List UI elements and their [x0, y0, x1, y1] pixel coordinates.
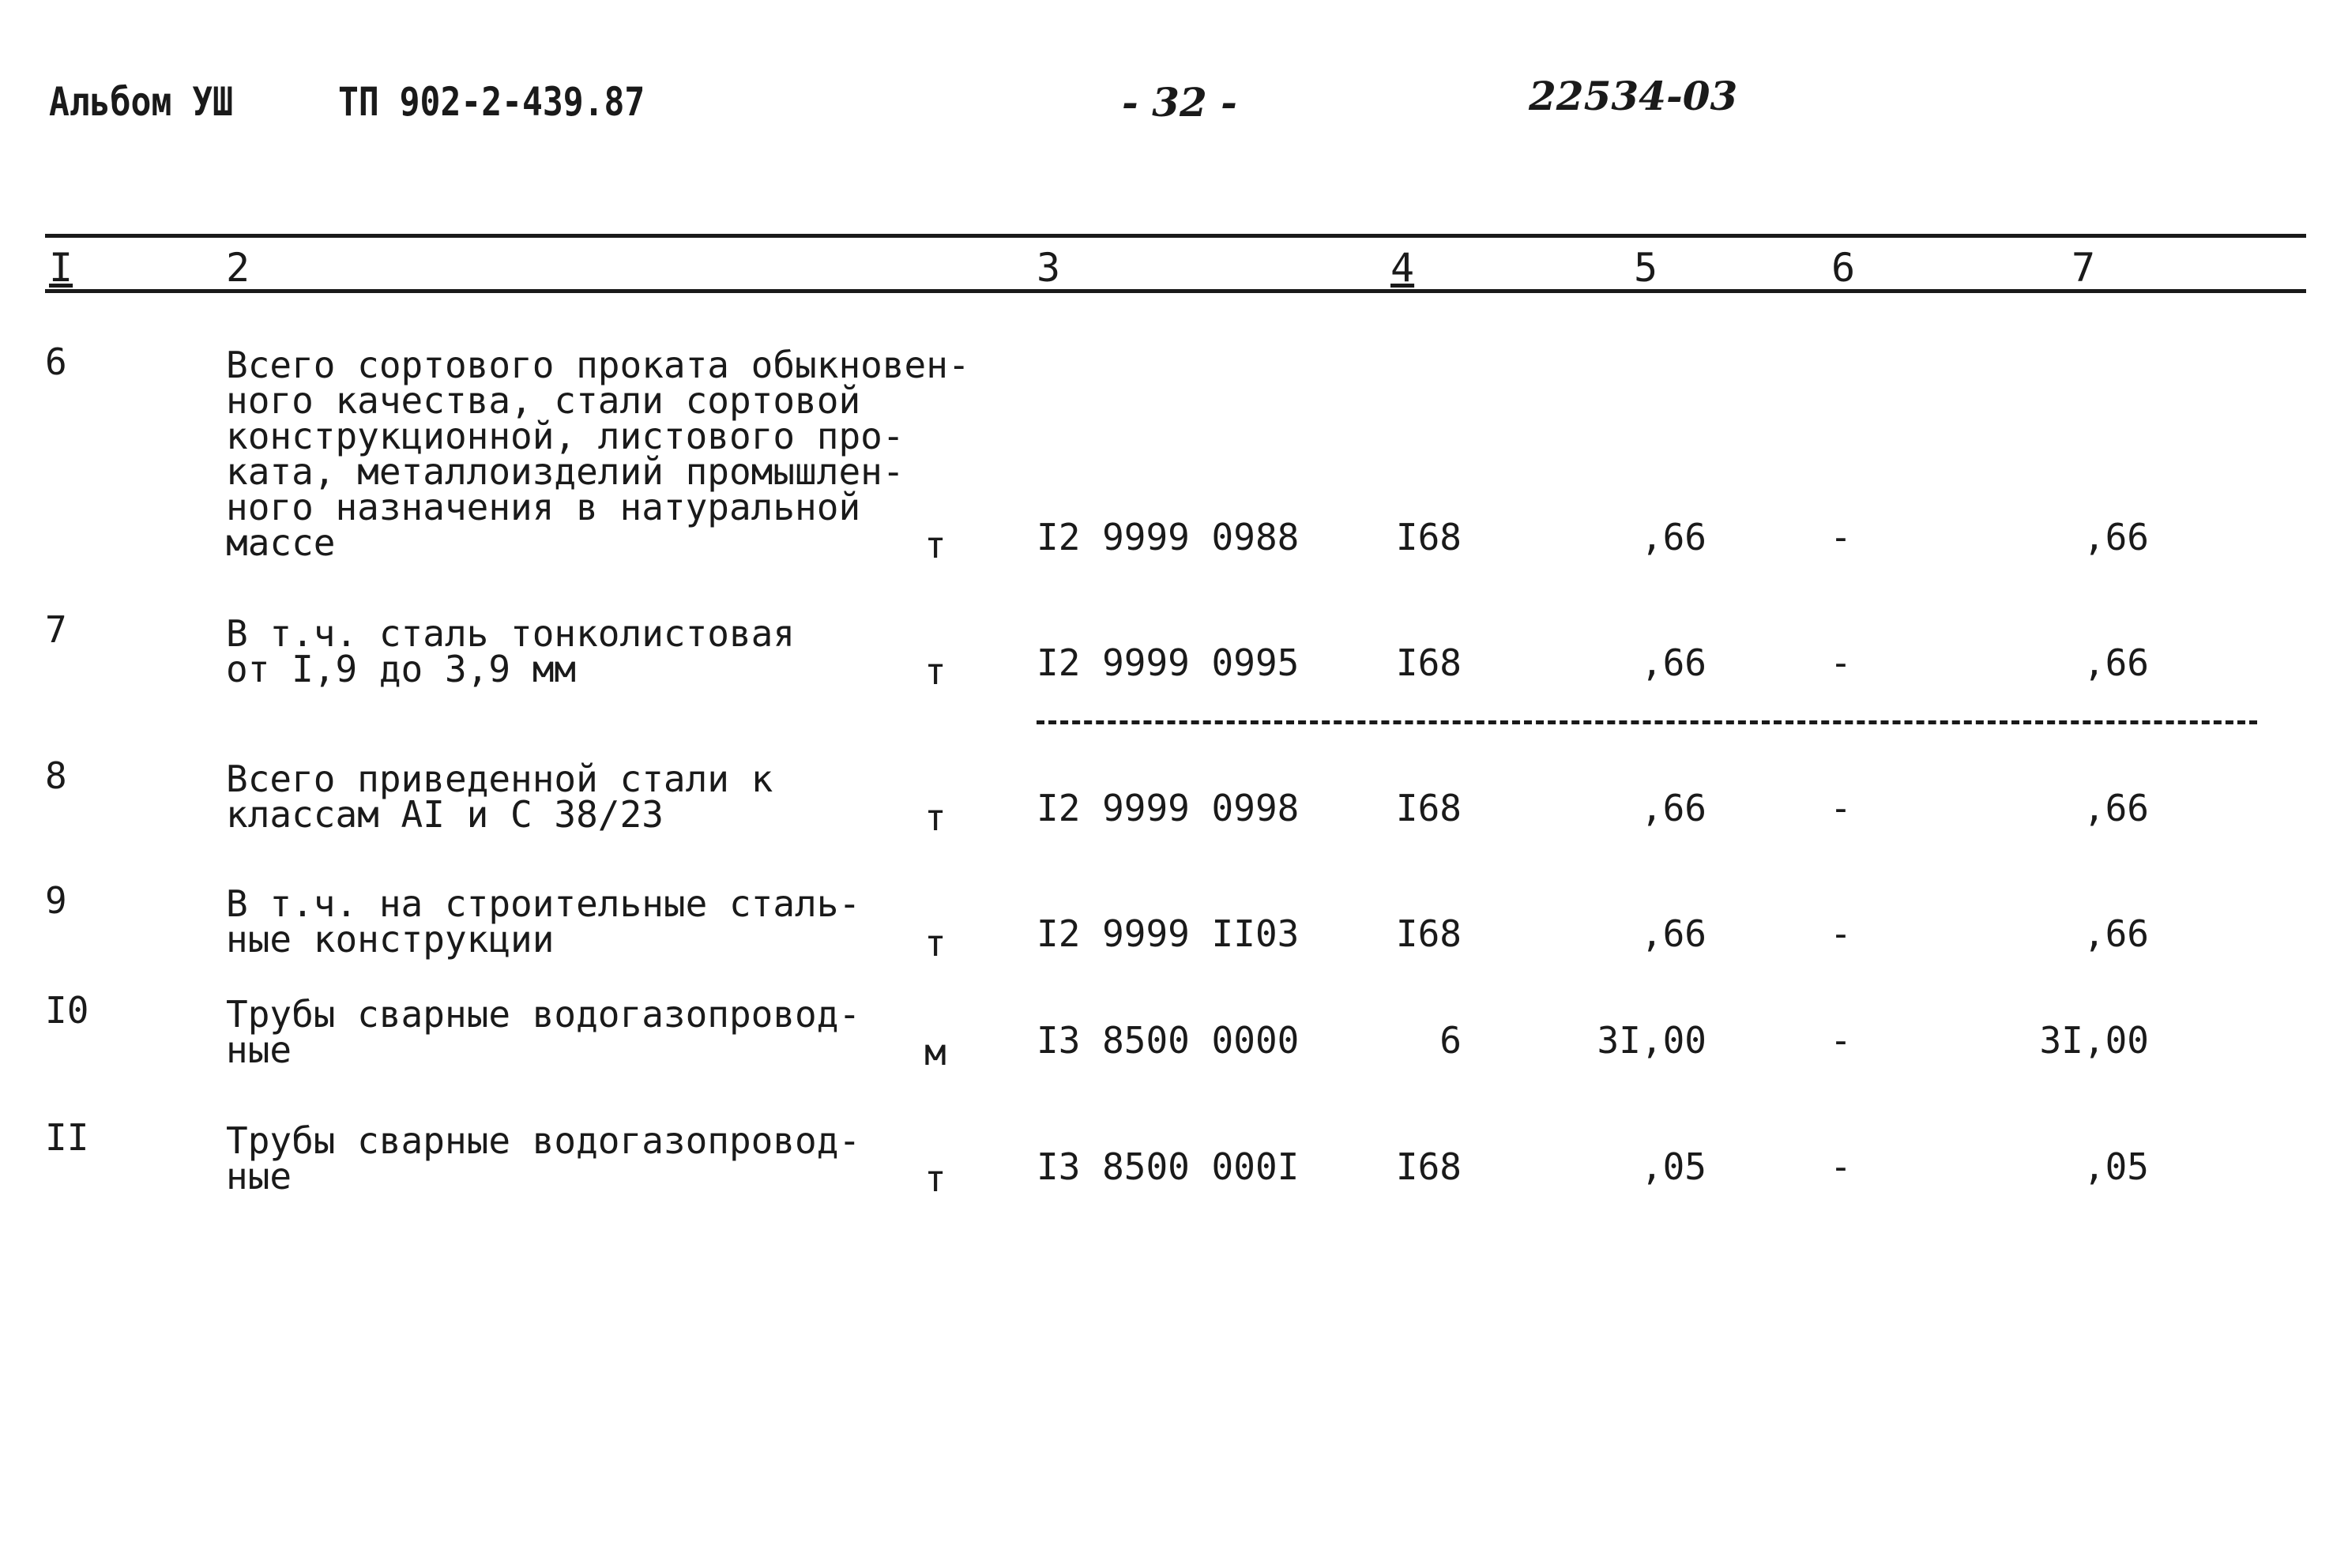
column-number: 4 [1390, 245, 1415, 291]
row-unit: м [924, 1031, 946, 1074]
row-number: 6 [45, 340, 67, 383]
row-col4: I68 [1395, 912, 1462, 955]
page-number: - 32 - [1122, 79, 1237, 126]
column-number: 6 [1831, 245, 1856, 291]
row-unit: т [924, 524, 946, 566]
row-col5: ,66 [1640, 641, 1706, 684]
row-col5: ,66 [1640, 516, 1706, 558]
project-number: ТП 902-2-439.87 [338, 79, 645, 125]
row-col7: ,66 [2083, 912, 2149, 955]
row-col6: - [1830, 1145, 1852, 1188]
row-col7: 3I,00 [2039, 1019, 2149, 1062]
table-top-rule [45, 234, 2306, 238]
row-description: Всего сортового проката обыкновен- ного качества, стали сортовой конструкционной, листового про- ката, металлоизделий промышлен- ного назначения в натуральной массе [226, 344, 970, 564]
row-unit: т [924, 922, 946, 964]
row-col7: ,05 [2083, 1145, 2149, 1188]
row-col4: I68 [1395, 516, 1462, 558]
row-code: I2 9999 II03 [1037, 912, 1300, 955]
row-unit: т [924, 650, 946, 693]
column-number: 5 [1634, 245, 1658, 291]
column-number: 3 [1037, 245, 1061, 291]
row-col6: - [1830, 912, 1852, 955]
row-code: I2 9999 0995 [1037, 641, 1300, 684]
document-number: 22534-03 [1529, 73, 1738, 119]
row-code: I3 8500 000I [1037, 1145, 1300, 1188]
row-col4: I68 [1395, 641, 1462, 684]
row-col7: ,66 [2083, 641, 2149, 684]
album-label: Альбом УШ [49, 79, 234, 125]
row-col4: I68 [1395, 787, 1462, 829]
column-number: 2 [226, 245, 250, 291]
row-col6: - [1830, 787, 1852, 829]
row-col7: ,66 [2083, 516, 2149, 558]
row-description: В т.ч. на строительные сталь- ные конструкции [226, 882, 861, 961]
table-header-rule [45, 289, 2306, 293]
row-col5: ,66 [1640, 912, 1706, 955]
row-number: I0 [45, 989, 89, 1032]
row-description: Трубы сварные водогазопровод- ные [226, 1119, 861, 1198]
column-number: 7 [2071, 245, 2096, 291]
row-col5: ,66 [1640, 787, 1706, 829]
row-col6: - [1830, 516, 1852, 558]
row-unit: т [924, 1157, 946, 1200]
row-col6: - [1830, 641, 1852, 684]
column-number: I [49, 245, 73, 291]
row-number: 9 [45, 879, 67, 922]
row-col7: ,66 [2083, 787, 2149, 829]
row-col6: - [1830, 1019, 1852, 1062]
row-description: Всего приведенной стали к классам AI и С 38/23 [226, 758, 773, 836]
row-code: I2 9999 0988 [1037, 516, 1300, 558]
row-col4: I68 [1395, 1145, 1462, 1188]
row-code: I2 9999 0998 [1037, 787, 1300, 829]
row-col5: 3I,00 [1597, 1019, 1706, 1062]
row-description: Трубы сварные водогазопровод- ные [226, 993, 861, 1071]
dashed-separator [1037, 720, 2257, 724]
row-number: II [45, 1116, 89, 1159]
row-unit: т [924, 796, 946, 839]
row-code: I3 8500 0000 [1037, 1019, 1300, 1062]
row-col4: 6 [1439, 1019, 1462, 1062]
row-description: В т.ч. сталь тонколистовая от I,9 до 3,9 мм [226, 612, 796, 690]
row-col5: ,05 [1640, 1145, 1706, 1188]
row-number: 8 [45, 754, 67, 797]
row-number: 7 [45, 608, 67, 651]
